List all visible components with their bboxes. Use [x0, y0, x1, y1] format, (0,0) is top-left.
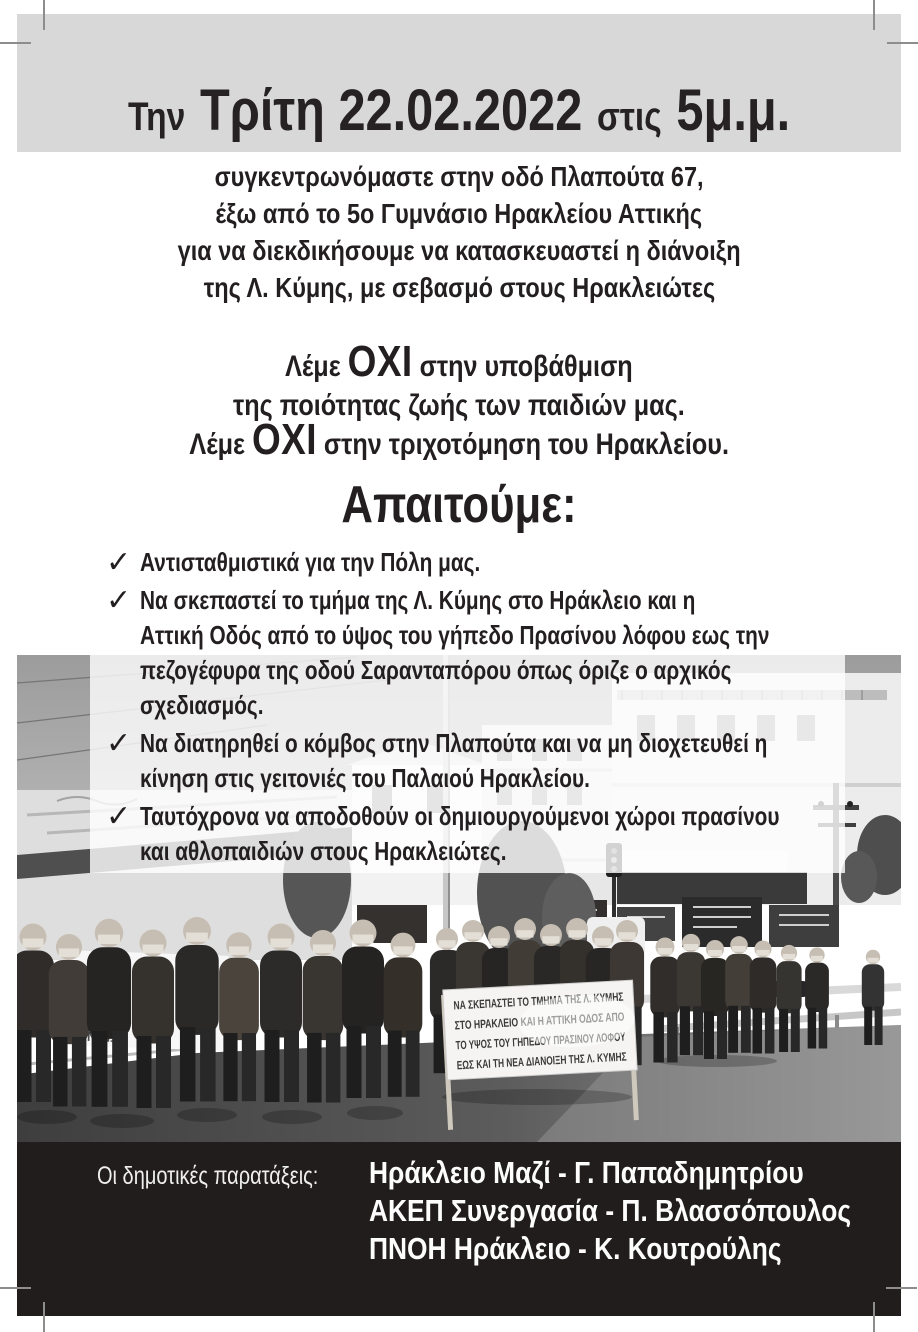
check-icon: ✓	[106, 800, 132, 833]
party-line: ΑΚΕΠ Συνεργασία - Π. Βλασσόπουλος	[369, 1193, 852, 1228]
demand-line: Ταυτόχρονα να αποδοθούν οι δημιουργούμενοι χώροι πρασίνου	[140, 801, 780, 831]
check-icon: ✓	[106, 546, 132, 579]
party-line: ΠΝΟΗ Ηράκλειο - Κ. Κουτρούλης	[369, 1231, 782, 1266]
slogan-line: Λέμε ΟΧΙ στην υποβάθμιση	[285, 337, 633, 386]
no-emphasis: ΟΧΙ	[347, 337, 413, 386]
demand-item	[106, 545, 818, 580]
intro-line: έξω από το 5ο Γυμνάσιο Ηρακλείου Αττικής	[215, 198, 703, 229]
demand-line: πεζογέφυρα της οδού Σαρανταπόρου όπως όριζε ο αρχικός	[140, 655, 732, 685]
event-date-line	[17, 77, 901, 144]
demand-item	[106, 726, 818, 796]
demand-line: και αθλοπαιδιών στους Ηρακλειώτες.	[140, 836, 507, 866]
intro-line: συγκεντρωνόμαστε στην οδό Πλαπούτα 67,	[214, 161, 704, 192]
crop-mark-top-right-v	[873, 0, 875, 30]
intro-paragraph	[0, 158, 918, 306]
crop-mark-bottom-right-v	[873, 1302, 875, 1332]
party-line: Ηράκλειο Μαζί - Γ. Παπαδημητρίου	[369, 1155, 804, 1190]
slogan-line: της ποιότητας ζωής των παιδιών μας.	[233, 389, 685, 422]
crop-mark-bottom-right-h	[886, 1287, 917, 1289]
demand-line: Να σκεπαστεί το τμήμα της Λ. Κύμης στο Ηράκλειο και η	[140, 585, 696, 615]
crop-mark-top-left-v	[43, 0, 45, 30]
check-icon: ✓	[106, 727, 132, 760]
demand-item	[106, 799, 818, 869]
time-value: 5μ.μ.	[676, 78, 791, 143]
crop-mark-bottom-left-h	[0, 1287, 31, 1289]
demands-title: Απαιτούμε:	[341, 476, 577, 534]
party-list	[369, 1154, 918, 1268]
footer-label: Οι δημοτικές παρατάξεις:	[97, 1162, 319, 1190]
demand-line: Αντισταθμιστικά για την Πόλη μας.	[140, 547, 481, 577]
intro-line: της Λ. Κύμης, με σεβασμό στους Ηρακλειώτες	[203, 272, 715, 303]
date-word-at: στις	[596, 95, 662, 139]
crop-mark-bottom-left-v	[43, 1302, 45, 1332]
intro-line: για να διεκδικήσουμε να κατασκευαστεί η διάνοιξη	[177, 235, 741, 266]
banner-text-line: ΕΩΣ ΚΑΙ ΤΗ ΝΕΑ ΔΙΑΝΟΙΞΗ ΤΗΣ Λ. ΚΥΜΗΣ	[456, 1045, 702, 1073]
header-band	[17, 14, 901, 152]
slogan-block	[0, 337, 918, 464]
demand-line: σχεδιασμός.	[140, 690, 264, 720]
crop-mark-top-left-h	[0, 42, 31, 44]
demand-line: κίνηση στις γειτονιές του Παλαιού Ηρακλείου.	[140, 763, 590, 793]
slogan-line: Λέμε ΟΧΙ στην τριχοτόμηση του Ηρακλείου.	[189, 415, 729, 464]
demand-item	[106, 583, 818, 723]
crop-mark-top-right-h	[887, 42, 918, 44]
check-icon: ✓	[106, 584, 132, 617]
date-value: Τρίτη 22.02.2022	[199, 78, 583, 143]
no-emphasis: ΟΧΙ	[251, 415, 317, 464]
demand-line: Αττική Οδός από το ύψος του γήπεδο Πρασίνου λόφου εως την	[140, 620, 770, 650]
demand-line: Να διατηρηθεί ο κόμβος στην Πλαπούτα και να μη διοχετευθεί η	[140, 728, 768, 758]
date-word-on: Την	[127, 95, 186, 139]
demands-list	[106, 545, 818, 872]
footer-band	[17, 1142, 901, 1316]
